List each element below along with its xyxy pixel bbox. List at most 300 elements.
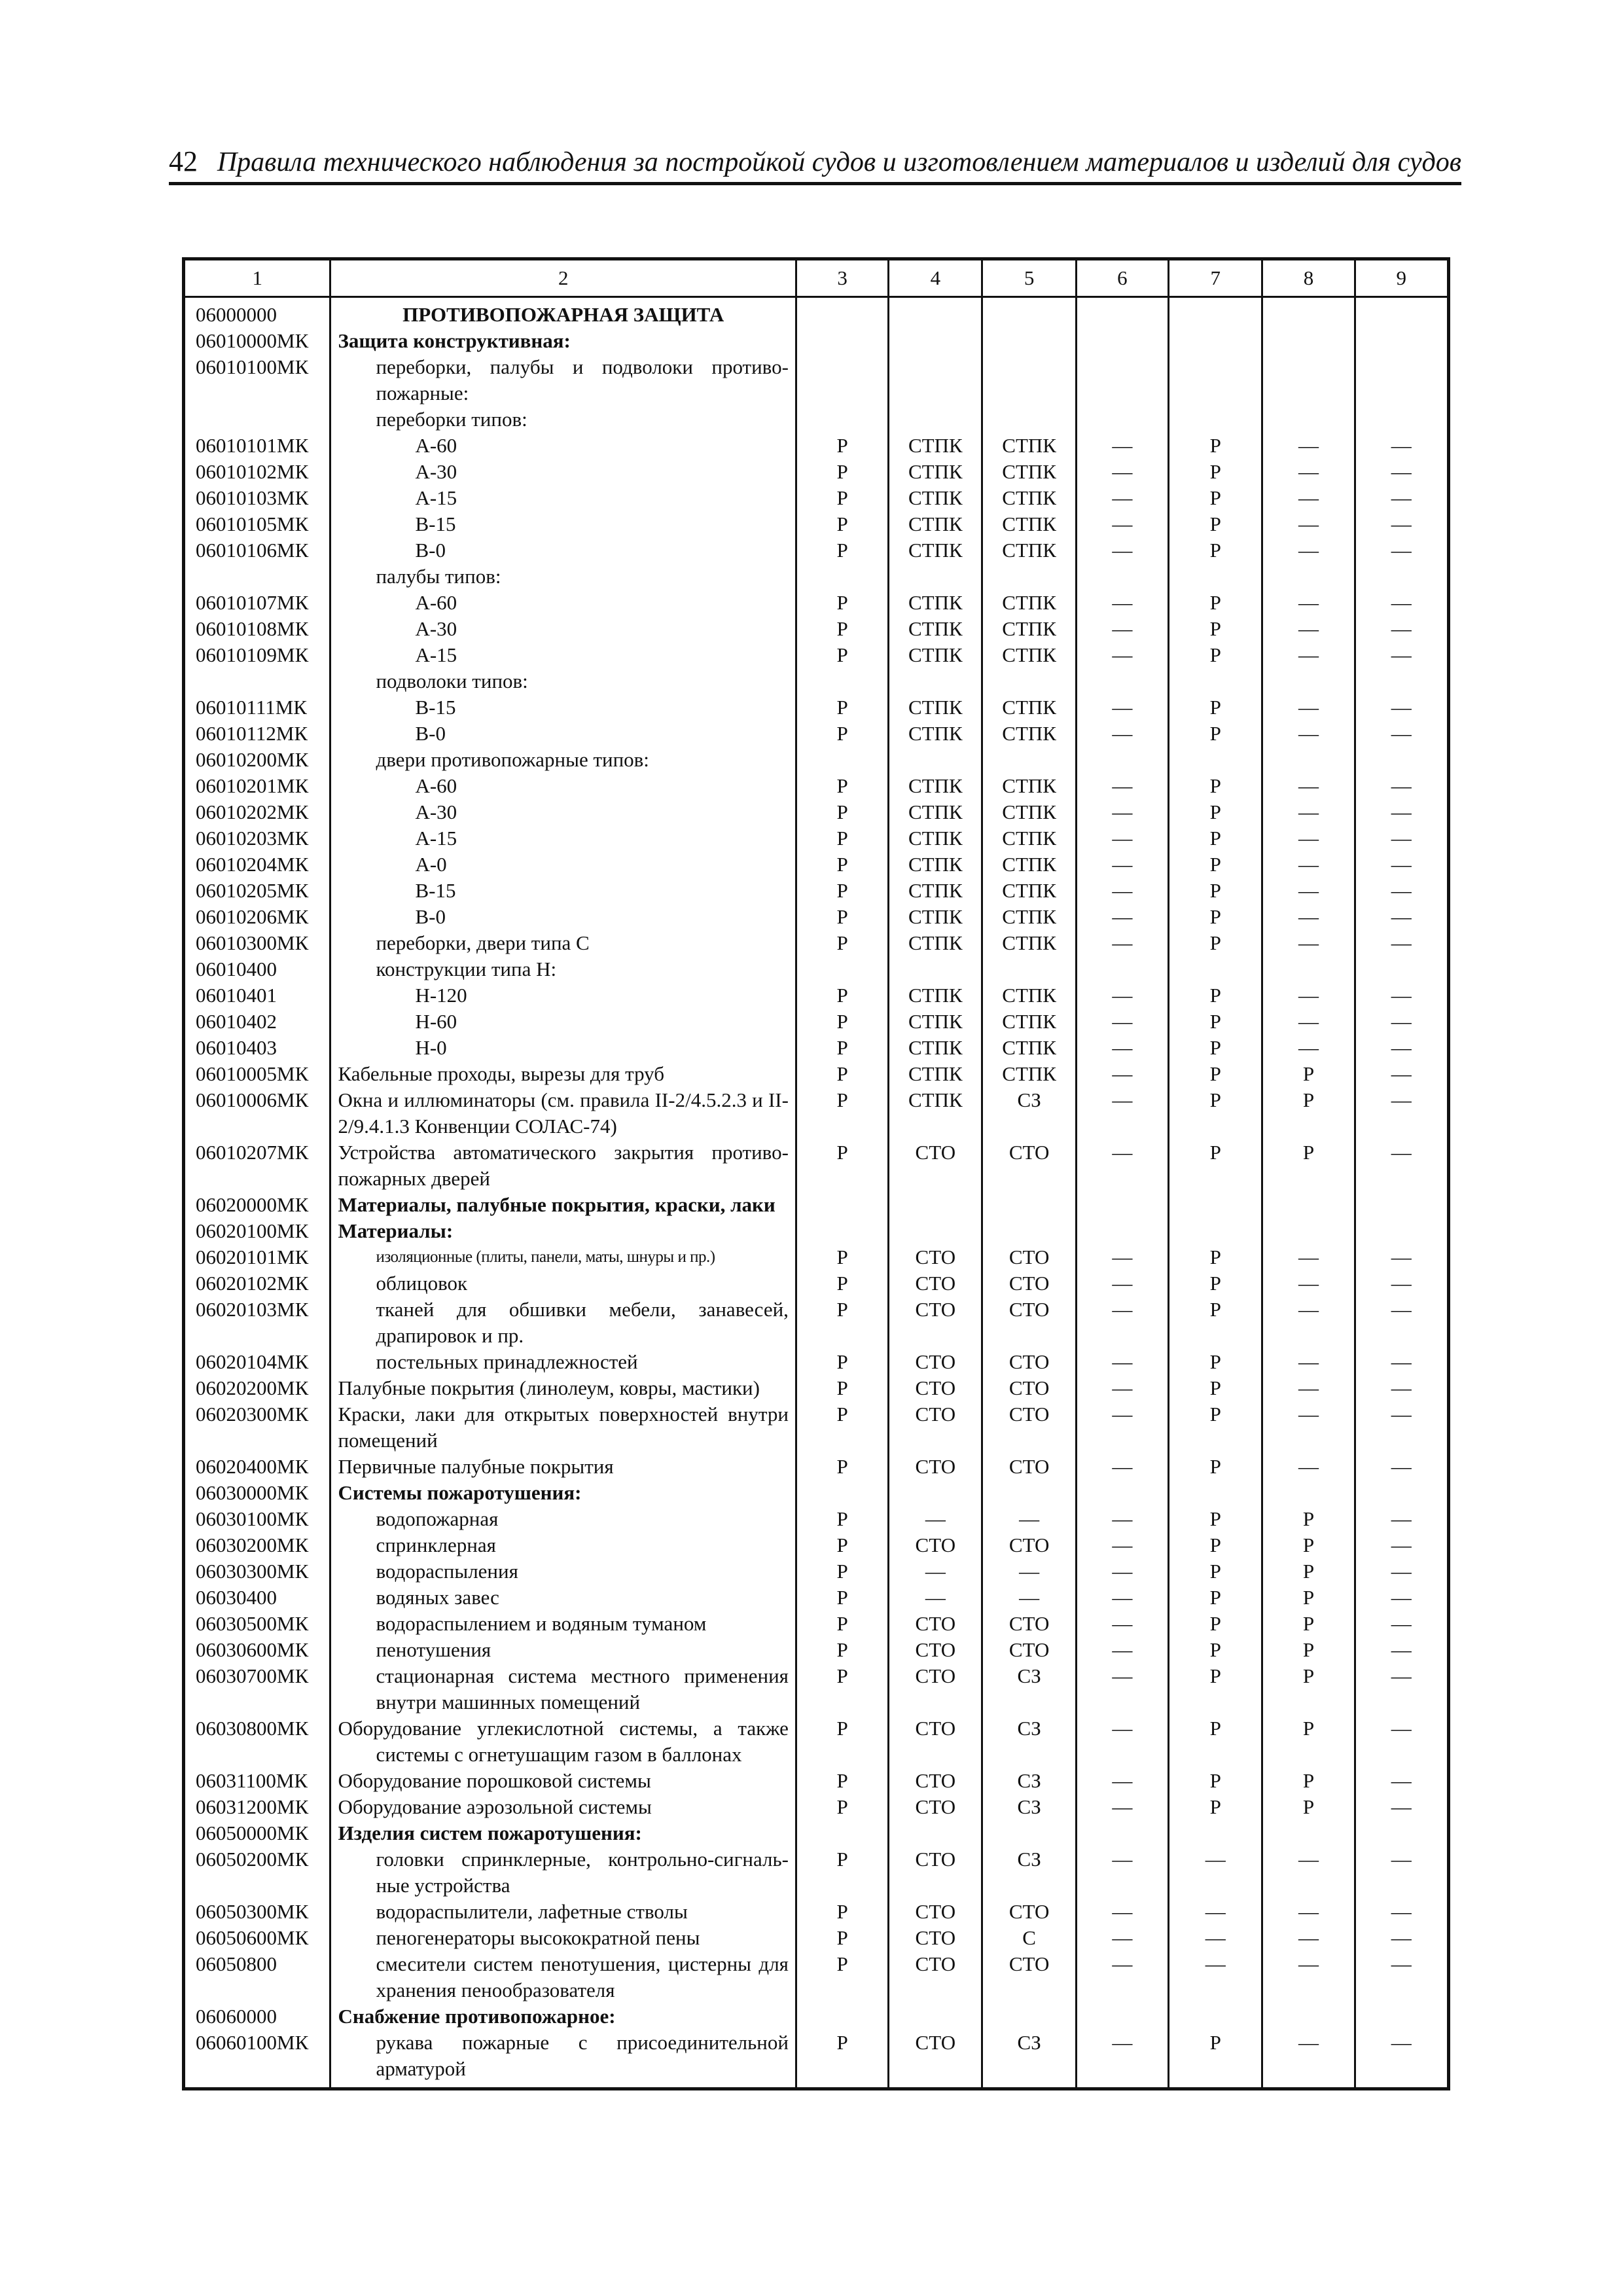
item-name: переборки типов:	[376, 408, 527, 431]
table-row	[184, 1349, 1449, 1375]
requirement-cell	[1076, 668, 1168, 694]
item-name: А-15	[415, 827, 457, 850]
requirement-cell: СТО	[889, 1270, 982, 1297]
requirement-cell: —	[1262, 1009, 1355, 1035]
requirement-cell: СТПК	[889, 1035, 982, 1061]
requirement-cell: —	[1262, 511, 1355, 537]
requirement-cell: СЗ	[982, 1715, 1076, 1768]
requirement-cell	[1076, 406, 1168, 433]
requirement-cell: —	[1076, 878, 1168, 904]
table-row	[184, 1480, 1449, 1506]
requirement-cell: Р	[1169, 825, 1262, 852]
requirement-cell: —	[1262, 459, 1355, 485]
requirement-cell: —	[1355, 485, 1448, 511]
requirement-cell: —	[1355, 433, 1448, 459]
requirement-cell: —	[1076, 825, 1168, 852]
requirement-cell: Р	[796, 1532, 888, 1558]
requirement-cell	[982, 406, 1076, 433]
requirement-cell: —	[1076, 930, 1168, 956]
requirement-cell	[1355, 747, 1448, 773]
requirement-cell: —	[982, 1585, 1076, 1611]
requirement-cell: —	[1355, 1401, 1448, 1454]
requirement-cell: —	[1076, 433, 1168, 459]
requirement-cell: —	[1076, 1585, 1168, 1611]
column-header: 1	[184, 259, 330, 297]
item-code: 06010402	[184, 1009, 330, 1035]
requirement-cell: —	[1076, 904, 1168, 930]
item-name-cell	[330, 721, 796, 747]
item-code: 06010106МК	[184, 537, 330, 564]
requirement-cell: —	[1076, 1846, 1168, 1899]
requirement-cell: —	[1355, 1899, 1448, 1925]
requirement-cell: —	[1076, 537, 1168, 564]
requirement-cell: Р	[796, 852, 888, 878]
item-name: палубы типов:	[376, 565, 501, 588]
item-code: 06031100МК	[184, 1768, 330, 1794]
requirement-cell: СТПК	[982, 878, 1076, 904]
requirement-cell: —	[1355, 1061, 1448, 1087]
requirement-cell: —	[1076, 1349, 1168, 1375]
requirement-cell: —	[1355, 694, 1448, 721]
requirement-cell	[1355, 328, 1448, 354]
requirement-cell: СТПК	[982, 982, 1076, 1009]
table-row	[184, 1009, 1449, 1035]
requirement-cell	[1169, 297, 1262, 329]
item-name-cell	[330, 1506, 796, 1532]
item-name: Материалы:	[338, 1219, 454, 1242]
item-name: В-0	[415, 539, 446, 562]
requirement-cell: СТПК	[889, 930, 982, 956]
item-name: Н-60	[415, 1010, 457, 1033]
item-code: 06030500МК	[184, 1611, 330, 1637]
requirement-cell: Р	[1169, 459, 1262, 485]
item-code: 06000000	[184, 297, 330, 329]
requirement-cell: СТО	[982, 1951, 1076, 2003]
requirement-cell: —	[1076, 1558, 1168, 1585]
requirement-cell: Р	[796, 1794, 888, 1820]
requirement-cell	[982, 1480, 1076, 1506]
requirement-cell: —	[1262, 982, 1355, 1009]
requirement-cell: СТО	[889, 1532, 982, 1558]
requirement-cell: —	[1076, 1297, 1168, 1349]
requirement-cell: —	[1262, 1349, 1355, 1375]
item-code: 06010201МК	[184, 773, 330, 799]
item-name: спринклерная	[376, 1534, 496, 1556]
table-row	[184, 459, 1449, 485]
item-name: В-0	[415, 905, 446, 928]
requirement-cell: —	[1169, 1951, 1262, 2003]
item-name: изоляционные (плиты, панели, маты, шнуры и пр.)	[376, 1248, 715, 1266]
requirement-cell	[889, 956, 982, 982]
requirement-cell: СТПК	[889, 433, 982, 459]
item-name: В-15	[415, 696, 456, 719]
requirement-cell	[1169, 668, 1262, 694]
table-row	[184, 904, 1449, 930]
requirement-cell: —	[1076, 1454, 1168, 1480]
requirement-cell: Р	[1262, 1637, 1355, 1663]
requirement-cell: Р	[1169, 773, 1262, 799]
requirement-cell: Р	[1262, 1585, 1355, 1611]
requirement-cell	[1355, 406, 1448, 433]
requirement-cell: Р	[796, 537, 888, 564]
requirement-cell: —	[1262, 485, 1355, 511]
item-name: В-15	[415, 512, 456, 535]
requirement-cell: —	[1076, 1270, 1168, 1297]
requirement-cell: Р	[796, 2030, 888, 2089]
requirement-cell: —	[1355, 1270, 1448, 1297]
requirement-cell: —	[1076, 982, 1168, 1009]
requirement-cell: СТО	[982, 1401, 1076, 1454]
item-code: 06020400МК	[184, 1454, 330, 1480]
table-row	[184, 1375, 1449, 1401]
requirement-cell	[796, 406, 888, 433]
requirement-cell: —	[1355, 2030, 1448, 2089]
requirement-cell: —	[1076, 1715, 1168, 1768]
requirement-cell: —	[1355, 1846, 1448, 1899]
requirement-cell: СТО	[889, 1139, 982, 1192]
table-row	[184, 406, 1449, 433]
requirement-cell	[982, 354, 1076, 406]
requirement-cell: —	[1355, 1244, 1448, 1270]
column-header: 2	[330, 259, 796, 297]
requirement-cell: СТПК	[889, 537, 982, 564]
item-name: водяных завес	[376, 1586, 499, 1609]
requirement-cell: —	[1355, 825, 1448, 852]
requirement-cell: —	[1262, 773, 1355, 799]
requirement-cell: Р	[1169, 1349, 1262, 1375]
item-name: Н-120	[415, 984, 467, 1007]
requirement-cell: Р	[796, 1715, 888, 1768]
item-name: А-60	[415, 774, 457, 797]
item-code: 06010400	[184, 956, 330, 982]
requirement-cell: —	[1262, 799, 1355, 825]
requirement-cell	[1355, 668, 1448, 694]
requirement-cell: —	[1076, 1009, 1168, 1035]
requirement-cell: —	[1355, 773, 1448, 799]
requirement-cell	[889, 747, 982, 773]
item-name: Защита конструктивная:	[338, 329, 571, 352]
requirement-cell	[1262, 1218, 1355, 1244]
requirement-cell: СТПК	[889, 982, 982, 1009]
table-row	[184, 1087, 1449, 1139]
item-code: 06030400	[184, 1585, 330, 1611]
item-name-cell	[330, 773, 796, 799]
requirement-cell: Р	[1169, 1035, 1262, 1061]
requirement-cell: Р	[1262, 1715, 1355, 1768]
requirement-cell: Р	[1169, 721, 1262, 747]
requirement-cell	[796, 668, 888, 694]
item-name: водораспылители, лафетные стволы	[376, 1900, 688, 1923]
item-name: Изделия систем пожаротушения:	[338, 1821, 642, 1844]
requirement-cell: СЗ	[982, 2030, 1076, 2089]
requirement-cell: —	[1262, 537, 1355, 564]
requirement-cell: Р	[1169, 485, 1262, 511]
requirement-cell: —	[1355, 1611, 1448, 1637]
column-header: 6	[1076, 259, 1168, 297]
requirement-cell	[1169, 956, 1262, 982]
requirement-cell: Р	[796, 1454, 888, 1480]
item-name: Системы пожаротушения:	[338, 1481, 582, 1504]
running-header	[169, 144, 1461, 185]
requirement-cell: Р	[796, 459, 888, 485]
requirement-cell: Р	[1262, 1532, 1355, 1558]
item-code: 06030100МК	[184, 1506, 330, 1532]
requirement-cell: —	[1076, 1663, 1168, 1715]
requirement-cell	[1076, 297, 1168, 329]
item-name: пенотушения	[376, 1638, 491, 1661]
requirement-cell: Р	[1169, 1297, 1262, 1349]
requirement-cell: —	[1076, 1375, 1168, 1401]
requirement-cell: СТПК	[982, 1009, 1076, 1035]
requirement-cell: Р	[1169, 930, 1262, 956]
item-name-cell	[330, 459, 796, 485]
requirement-cell: Р	[796, 1139, 888, 1192]
item-name-cell	[330, 616, 796, 642]
requirement-cell	[982, 564, 1076, 590]
requirement-cell: Р	[796, 1506, 888, 1532]
requirement-cell	[1169, 2003, 1262, 2030]
requirement-cell	[889, 1192, 982, 1218]
requirement-cell: —	[1169, 1899, 1262, 1925]
requirement-cell: —	[1355, 982, 1448, 1009]
requirement-cell: —	[1355, 1951, 1448, 2003]
requirement-cell: Р	[1169, 1375, 1262, 1401]
requirement-cell: —	[1076, 590, 1168, 616]
item-code: 06010109МК	[184, 642, 330, 668]
requirement-cell: Р	[796, 1637, 888, 1663]
requirement-cell: Р	[796, 1035, 888, 1061]
table-row	[184, 1794, 1449, 1820]
requirement-cell	[1169, 354, 1262, 406]
requirement-cell: —	[1355, 590, 1448, 616]
table-row	[184, 1035, 1449, 1061]
requirement-cell: —	[1262, 1297, 1355, 1349]
table-row	[184, 1637, 1449, 1663]
requirement-cell: —	[1076, 1532, 1168, 1558]
requirement-cell: Р	[1169, 1663, 1262, 1715]
table-row	[184, 956, 1449, 982]
requirement-cell: Р	[1262, 1558, 1355, 1585]
requirement-cell: —	[982, 1558, 1076, 1585]
requirement-cell: СТПК	[982, 590, 1076, 616]
requirement-cell	[889, 2003, 982, 2030]
item-name: Оборудование порошковой системы	[338, 1769, 651, 1792]
table-row	[184, 1663, 1449, 1715]
requirement-cell: Р	[796, 1349, 888, 1375]
requirement-cell: Р	[1262, 1061, 1355, 1087]
requirement-cell	[1169, 1480, 1262, 1506]
item-name-cell	[330, 1218, 796, 1244]
requirement-cell: Р	[796, 1061, 888, 1087]
requirement-cell: СТПК	[982, 825, 1076, 852]
requirement-cell: Р	[796, 1244, 888, 1270]
item-name: Окна и иллюминаторы (см. правила II-2/4.5.2.3 и II-2/9.4.1.3 Конвенции СОЛАС-74)	[338, 1088, 789, 1138]
requirement-cell: Р	[1169, 642, 1262, 668]
requirement-cell: СТО	[982, 1899, 1076, 1925]
requirement-cell: Р	[796, 1951, 888, 2003]
requirement-cell	[1169, 1218, 1262, 1244]
item-name-cell	[330, 1532, 796, 1558]
requirement-cell: Р	[1169, 982, 1262, 1009]
requirement-cell	[1262, 747, 1355, 773]
table-row	[184, 878, 1449, 904]
requirement-cell: —	[1076, 1035, 1168, 1061]
requirement-cell	[1262, 406, 1355, 433]
table-row	[184, 1270, 1449, 1297]
item-code: 06010300МК	[184, 930, 330, 956]
item-code: 06020100МК	[184, 1218, 330, 1244]
table-row	[184, 1899, 1449, 1925]
requirement-cell: СЗ	[982, 1846, 1076, 1899]
table-row	[184, 1244, 1449, 1270]
requirement-cell: Р	[1169, 1611, 1262, 1637]
requirement-cell: —	[1076, 1899, 1168, 1925]
requirement-cell: СТПК	[889, 642, 982, 668]
item-name: смесители систем пенотушения, цистерны для хранения пенообразователя	[376, 1952, 789, 2001]
requirement-cell	[1169, 1192, 1262, 1218]
requirement-cell	[796, 1218, 888, 1244]
table-row	[184, 799, 1449, 825]
requirement-cell: —	[1355, 1297, 1448, 1349]
requirement-cell: СТО	[982, 1375, 1076, 1401]
table-row	[184, 1611, 1449, 1637]
requirement-cell: —	[1262, 1454, 1355, 1480]
item-name-cell	[330, 297, 796, 329]
column-header: 8	[1262, 259, 1355, 297]
requirement-cell: СТПК	[889, 878, 982, 904]
item-name-cell	[330, 747, 796, 773]
item-name-cell	[330, 1715, 796, 1768]
table-row	[184, 1506, 1449, 1532]
requirement-cell: —	[1076, 721, 1168, 747]
requirement-cell: Р	[1169, 1087, 1262, 1139]
item-name: постельных принадлежностей	[376, 1350, 638, 1373]
item-code: 06010006МК	[184, 1087, 330, 1139]
requirement-cell: СЗ	[982, 1663, 1076, 1715]
requirement-cell: —	[1076, 694, 1168, 721]
item-name-cell	[330, 1375, 796, 1401]
item-code: 06050600МК	[184, 1925, 330, 1951]
requirement-cell: Р	[796, 511, 888, 537]
requirement-cell: Р	[796, 930, 888, 956]
item-name: Оборудование аэрозольной системы	[338, 1795, 652, 1818]
column-header: 5	[982, 259, 1076, 297]
item-name: стационарная система местного применения внутри машинных помещений	[376, 1664, 789, 1713]
requirement-cell: —	[1076, 616, 1168, 642]
requirement-cell	[1076, 1192, 1168, 1218]
requirement-cell: Р	[1169, 799, 1262, 825]
item-name: пеногенераторы высокократной пены	[376, 1926, 700, 1949]
item-code: 06010205МК	[184, 878, 330, 904]
requirement-cell: СТО	[982, 1611, 1076, 1637]
requirement-cell: СЗ	[982, 1768, 1076, 1794]
item-name: двери противопожарные типов:	[376, 748, 649, 771]
item-code: 06050000МК	[184, 1820, 330, 1846]
table-row	[184, 1558, 1449, 1585]
table-row	[184, 511, 1449, 537]
requirement-cell: —	[1262, 642, 1355, 668]
requirement-cell	[889, 406, 982, 433]
requirement-cell: СТО	[889, 1611, 982, 1637]
requirement-cell: Р	[1169, 1506, 1262, 1532]
requirement-cell: —	[1262, 721, 1355, 747]
requirement-cell: Р	[1169, 1768, 1262, 1794]
requirement-cell: СТО	[982, 1637, 1076, 1663]
requirement-cell	[796, 956, 888, 982]
requirement-cell: Р	[796, 485, 888, 511]
requirement-cell: —	[1262, 1375, 1355, 1401]
item-code: 06020104МК	[184, 1349, 330, 1375]
table-row	[184, 590, 1449, 616]
item-name-cell	[330, 799, 796, 825]
requirement-cell: —	[982, 1506, 1076, 1532]
requirement-cell: СТПК	[889, 721, 982, 747]
item-name: Материалы, палубные покрытия, краски, лаки	[338, 1193, 776, 1216]
item-name-cell	[330, 1009, 796, 1035]
requirement-cell: СТПК	[982, 799, 1076, 825]
requirement-cell: —	[1262, 1846, 1355, 1899]
requirement-cell: СТО	[889, 1768, 982, 1794]
item-name-cell	[330, 1820, 796, 1846]
requirement-cell: Р	[1169, 616, 1262, 642]
item-code	[184, 564, 330, 590]
table-row	[184, 1218, 1449, 1244]
requirement-cell: Р	[796, 773, 888, 799]
requirement-cell: —	[1355, 1009, 1448, 1035]
table-row	[184, 1532, 1449, 1558]
item-name-cell	[330, 590, 796, 616]
requirement-cell: —	[1355, 799, 1448, 825]
item-name: переборки, двери типа С	[376, 931, 590, 954]
item-name: В-0	[415, 722, 446, 745]
requirement-cell	[982, 328, 1076, 354]
requirement-cell: Р	[796, 1768, 888, 1794]
item-name-cell	[330, 1480, 796, 1506]
item-code: 06010108МК	[184, 616, 330, 642]
item-name: водораспылением и водяным туманом	[376, 1612, 707, 1635]
table-row	[184, 328, 1449, 354]
requirement-cell: —	[1076, 1637, 1168, 1663]
item-code: 06020200МК	[184, 1375, 330, 1401]
requirement-cell: Р	[796, 642, 888, 668]
requirement-cell: СТПК	[982, 721, 1076, 747]
requirement-cell	[1076, 1480, 1168, 1506]
requirement-cell: СТПК	[982, 904, 1076, 930]
requirement-cell: СТО	[889, 1925, 982, 1951]
item-code: 06050800	[184, 1951, 330, 2003]
item-code: 06010207МК	[184, 1139, 330, 1192]
table-row	[184, 1297, 1449, 1349]
item-code: 06010401	[184, 982, 330, 1009]
requirement-cell: —	[1262, 1401, 1355, 1454]
item-code	[184, 406, 330, 433]
requirement-cell: —	[1355, 1663, 1448, 1715]
table-row	[184, 668, 1449, 694]
table-row	[184, 930, 1449, 956]
requirement-cell: Р	[1169, 1532, 1262, 1558]
requirement-cell	[982, 1192, 1076, 1218]
item-code: 06030200МК	[184, 1532, 330, 1558]
requirement-cell	[1076, 1820, 1168, 1846]
requirement-cell: —	[1355, 1925, 1448, 1951]
requirement-cell: СТО	[889, 1349, 982, 1375]
table-row	[184, 1585, 1449, 1611]
requirement-cell: СЗ	[982, 1794, 1076, 1820]
requirement-cell: Р	[1169, 1270, 1262, 1297]
requirement-cell	[1262, 956, 1355, 982]
requirement-cell: —	[1262, 904, 1355, 930]
requirement-cell: Р	[1169, 1585, 1262, 1611]
